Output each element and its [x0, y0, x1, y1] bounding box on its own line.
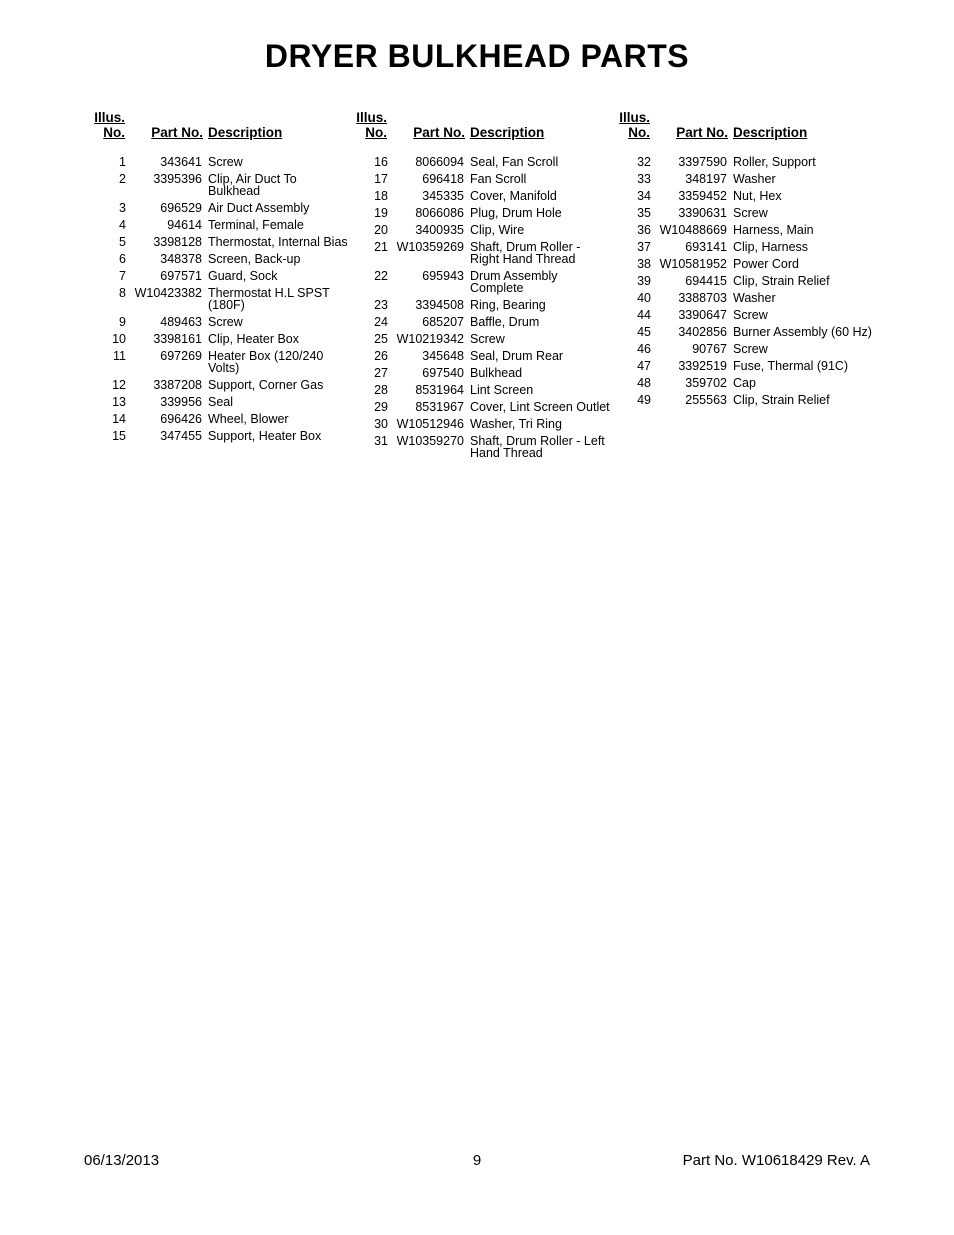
part-description: Clip, Harness [733, 240, 809, 254]
table-row [342, 173, 612, 185]
part-description: Cover, Lint Screen Outlet [470, 400, 610, 414]
part-description: Clip, Air Duct To Bulkhead [208, 172, 297, 198]
illus-no: 39 [637, 274, 651, 288]
part-number: 343641 [160, 155, 202, 169]
part-number: 3397590 [678, 155, 727, 169]
table-row [342, 333, 612, 345]
table-row [342, 401, 612, 413]
table-row [605, 207, 875, 219]
illus-no: 49 [637, 393, 651, 407]
part-number: 696426 [160, 412, 202, 426]
part-description: Thermostat, Internal Bias [208, 235, 348, 249]
table-row [80, 430, 350, 442]
footer-date: 06/13/2013 [84, 1152, 160, 1169]
table-row [342, 224, 612, 236]
part-number: 3394508 [415, 298, 464, 312]
table-row [342, 156, 612, 168]
part-number: 696529 [160, 201, 202, 215]
illus-no: 37 [637, 240, 651, 254]
part-description: Bulkhead [470, 366, 523, 380]
part-description: Nut, Hex [733, 189, 782, 203]
part-number: 3400935 [415, 223, 464, 237]
table-row [80, 316, 350, 328]
part-number: W10423382 [134, 286, 202, 300]
table-row [605, 190, 875, 202]
part-description: Wheel, Blower [208, 412, 289, 426]
table-row [605, 326, 875, 338]
table-row [342, 435, 612, 459]
illus-no: 15 [112, 429, 126, 443]
part-number: 3390647 [678, 308, 727, 322]
table-row [605, 241, 875, 253]
table-row [342, 190, 612, 202]
part-description: Cover, Manifold [470, 189, 557, 203]
table-row [342, 207, 612, 219]
part-description: Screw [208, 315, 243, 329]
table-row [605, 360, 875, 372]
parts-column-3 [605, 110, 875, 406]
part-number: 697269 [160, 349, 202, 363]
illus-no: 13 [112, 395, 126, 409]
part-number: 345335 [422, 189, 464, 203]
illus-no: 21 [374, 240, 388, 254]
illus-no: 38 [637, 257, 651, 271]
part-number: 695943 [422, 269, 464, 283]
table-row [80, 236, 350, 248]
part-number: 339956 [160, 395, 202, 409]
table-row [605, 156, 875, 168]
part-number: 347455 [160, 429, 202, 443]
header-illus-line2: No. [365, 125, 387, 140]
part-number: W10359269 [396, 240, 464, 254]
table-row [605, 173, 875, 185]
table-row [342, 350, 612, 362]
part-number: 697571 [160, 269, 202, 283]
table-row [342, 384, 612, 396]
illus-no: 33 [637, 172, 651, 186]
part-description: Shaft, Drum Roller - Left Hand Thread [470, 434, 605, 460]
table-row [605, 377, 875, 389]
part-description: Washer [733, 291, 776, 305]
part-number: 3402856 [678, 325, 727, 339]
illus-no: 2 [119, 172, 126, 186]
illus-no: 24 [374, 315, 388, 329]
header-description: Description [208, 125, 283, 140]
part-description: Clip, Strain Relief [733, 393, 830, 407]
illus-no: 16 [374, 155, 388, 169]
header-illus-line1: Illus. [94, 110, 125, 125]
part-description: Seal, Drum Rear [470, 349, 564, 363]
header-illus-line2: No. [628, 125, 650, 140]
part-number: W10219342 [396, 332, 464, 346]
column-header [80, 110, 350, 146]
part-description: Seal, Fan Scroll [470, 155, 559, 169]
part-number: W10581952 [659, 257, 727, 271]
part-description: Screw [733, 342, 768, 356]
part-description: Roller, Support [733, 155, 816, 169]
table-row [80, 173, 350, 197]
illus-no: 6 [119, 252, 126, 266]
header-description: Description [470, 125, 545, 140]
table-row [80, 413, 350, 425]
illus-no: 30 [374, 417, 388, 431]
part-number: 8066086 [415, 206, 464, 220]
part-description: Washer [733, 172, 776, 186]
illus-no: 19 [374, 206, 388, 220]
table-row [605, 292, 875, 304]
footer-part-number: Part No. W10618429 Rev. A [682, 1152, 870, 1169]
table-row [342, 367, 612, 379]
part-description: Seal [208, 395, 234, 409]
illus-no: 25 [374, 332, 388, 346]
part-description: Screen, Back-up [208, 252, 301, 266]
column-header [342, 110, 612, 146]
illus-no: 1 [119, 155, 126, 169]
part-description: Screw [470, 332, 505, 346]
part-description: Thermostat H.L SPST (180F) [208, 286, 330, 312]
illus-no: 22 [374, 269, 388, 283]
illus-no: 12 [112, 378, 126, 392]
part-description: Clip, Wire [470, 223, 525, 237]
part-description: Power Cord [733, 257, 799, 271]
illus-no: 8 [119, 286, 126, 300]
part-number: 8531967 [415, 400, 464, 414]
part-description: Support, Corner Gas [208, 378, 324, 392]
part-description: Screw [208, 155, 243, 169]
footer-page-number: 9 [472, 1152, 482, 1169]
illus-no: 47 [637, 359, 651, 373]
part-description: Clip, Heater Box [208, 332, 300, 346]
part-description: Burner Assembly (60 Hz) [733, 325, 872, 339]
parts-rows [342, 156, 612, 459]
part-number: 3395396 [153, 172, 202, 186]
part-description: Heater Box (120/240 Volts) [208, 349, 324, 375]
part-description: Drum Assembly Complete [470, 269, 558, 295]
illus-no: 23 [374, 298, 388, 312]
table-row [80, 202, 350, 214]
table-row [80, 333, 350, 345]
part-number: 3388703 [678, 291, 727, 305]
page-title: DRYER BULKHEAD PARTS [264, 38, 690, 74]
part-description: Lint Screen [470, 383, 534, 397]
illus-no: 7 [119, 269, 126, 283]
part-number: W10488669 [659, 223, 727, 237]
table-row [80, 350, 350, 374]
part-number: 696418 [422, 172, 464, 186]
part-description: Air Duct Assembly [208, 201, 310, 215]
part-number: W10512946 [396, 417, 464, 431]
table-row [80, 219, 350, 231]
part-description: Shaft, Drum Roller - Right Hand Thread [470, 240, 581, 266]
parts-column-2 [342, 110, 612, 459]
header-illus-line2: No. [103, 125, 125, 140]
illus-no: 17 [374, 172, 388, 186]
illus-no: 26 [374, 349, 388, 363]
part-description: Baffle, Drum [470, 315, 540, 329]
header-description: Description [733, 125, 808, 140]
table-row [342, 316, 612, 328]
part-number: 3387208 [153, 378, 202, 392]
illus-no: 32 [637, 155, 651, 169]
part-number: 3398161 [153, 332, 202, 346]
illus-no: 48 [637, 376, 651, 390]
illus-no: 35 [637, 206, 651, 220]
part-number: W10359270 [396, 434, 464, 448]
illus-no: 5 [119, 235, 126, 249]
table-row [80, 396, 350, 408]
illus-no: 27 [374, 366, 388, 380]
part-description: Fan Scroll [470, 172, 527, 186]
illus-no: 34 [637, 189, 651, 203]
illus-no: 10 [112, 332, 126, 346]
part-number: 359702 [685, 376, 727, 390]
table-row [605, 309, 875, 321]
header-part-no: Part No. [151, 125, 203, 140]
illus-no: 9 [119, 315, 126, 329]
part-description: Harness, Main [733, 223, 814, 237]
illus-no: 28 [374, 383, 388, 397]
illus-no: 40 [637, 291, 651, 305]
table-row [605, 394, 875, 406]
part-number: 693141 [685, 240, 727, 254]
illus-no: 4 [119, 218, 126, 232]
header-illus-line1: Illus. [356, 110, 387, 125]
part-number: 345648 [422, 349, 464, 363]
illus-no: 29 [374, 400, 388, 414]
table-row [605, 258, 875, 270]
illus-no: 11 [113, 349, 126, 363]
part-description: Screw [733, 308, 768, 322]
part-description: Fuse, Thermal (91C) [733, 359, 849, 373]
part-number: 3392519 [678, 359, 727, 373]
illus-no: 36 [637, 223, 651, 237]
part-number: 3359452 [678, 189, 727, 203]
table-row [605, 224, 875, 236]
header-part-no: Part No. [676, 125, 728, 140]
table-row [342, 418, 612, 430]
table-row [80, 287, 350, 311]
illus-no: 18 [374, 189, 388, 203]
part-description: Support, Heater Box [208, 429, 322, 443]
part-number: 3398128 [153, 235, 202, 249]
table-row [80, 253, 350, 265]
part-number: 3390631 [678, 206, 727, 220]
header-part-no: Part No. [413, 125, 465, 140]
part-number: 685207 [422, 315, 464, 329]
table-row [342, 270, 612, 294]
illus-no: 14 [112, 412, 126, 426]
column-header [605, 110, 875, 146]
part-description: Cap [733, 376, 756, 390]
part-description: Clip, Strain Relief [733, 274, 830, 288]
part-number: 694415 [685, 274, 727, 288]
header-illus-line1: Illus. [619, 110, 650, 125]
illus-no: 45 [637, 325, 651, 339]
part-number: 348378 [160, 252, 202, 266]
table-row [80, 379, 350, 391]
illus-no: 46 [637, 342, 651, 356]
table-row [605, 343, 875, 355]
illus-no: 44 [637, 308, 651, 322]
part-number: 255563 [685, 393, 727, 407]
part-number: 348197 [685, 172, 727, 186]
part-number: 8066094 [415, 155, 464, 169]
table-row [80, 270, 350, 282]
table-row [80, 156, 350, 168]
part-description: Washer, Tri Ring [470, 417, 562, 431]
part-number: 697540 [422, 366, 464, 380]
illus-no: 20 [374, 223, 388, 237]
part-number: 94614 [167, 218, 202, 232]
table-row [342, 241, 612, 265]
part-number: 489463 [160, 315, 202, 329]
table-row [342, 299, 612, 311]
parts-column-1 [80, 110, 350, 442]
part-description: Terminal, Female [208, 218, 304, 232]
part-description: Plug, Drum Hole [470, 206, 562, 220]
part-number: 8531964 [415, 383, 464, 397]
part-description: Ring, Bearing [470, 298, 546, 312]
parts-rows [605, 156, 875, 406]
illus-no: 31 [374, 434, 388, 448]
part-number: 90767 [692, 342, 727, 356]
part-description: Screw [733, 206, 768, 220]
illus-no: 3 [119, 201, 126, 215]
table-row [605, 275, 875, 287]
part-description: Guard, Sock [208, 269, 278, 283]
parts-rows [80, 156, 350, 442]
